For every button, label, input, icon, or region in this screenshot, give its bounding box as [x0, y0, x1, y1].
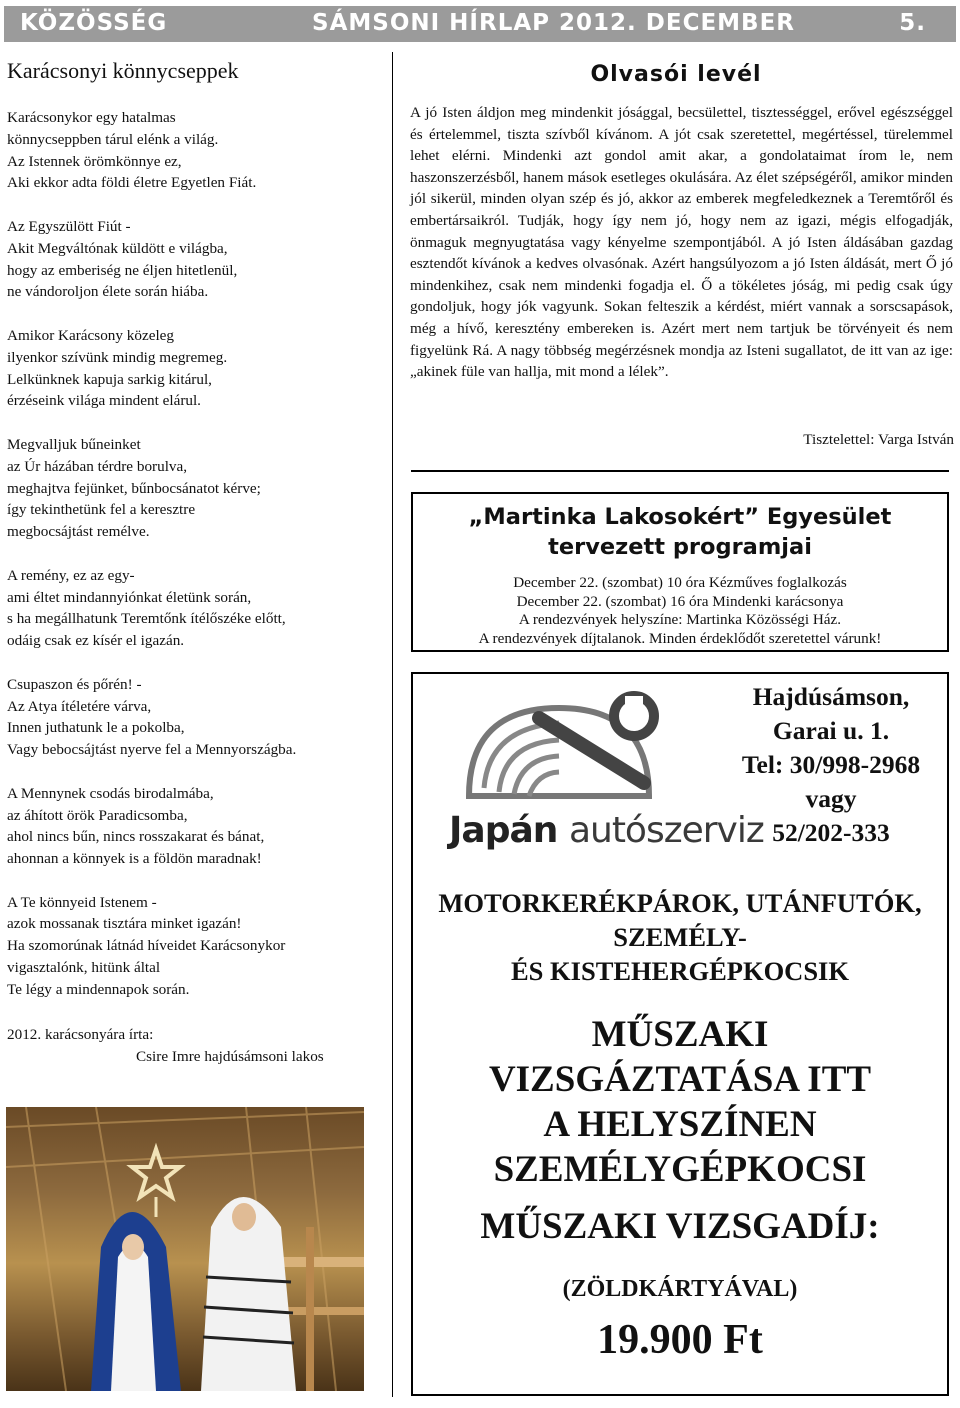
poem-line: A remény, ez az egy-: [7, 566, 135, 584]
japan-autoszerviz-logo: [429, 688, 764, 860]
poem-line: az Úr házában térdre borulva,: [7, 457, 188, 475]
martinka-title: „Martinka Lakosokért” Egyesület: [468, 504, 892, 530]
vehicle-categories: [413, 886, 947, 988]
poem-line: ahonnan a könnyek is a földön maradnak!: [7, 850, 262, 868]
letter-signature: Tisztelettel: Varga István: [803, 431, 954, 448]
poem-stanza: [7, 325, 382, 412]
poem-title: Karácsonyi könnycseppek: [7, 58, 239, 83]
poem-line: meghajtva fejünket, bűnbocsánatot kérve;: [7, 479, 261, 497]
poem-line: megbocsájtást remélve.: [7, 523, 150, 541]
poem-line: vigasztalónk, hitünk által: [7, 959, 161, 977]
poem-line: Lelkünknek kapuja sarkig kitárul,: [7, 370, 212, 388]
poem-line: hogy az emberiség ne éljen hitetlenül,: [7, 261, 238, 279]
martinka-subtitle: tervezett programjai: [548, 534, 812, 560]
poem-stanza: [7, 216, 382, 303]
category-line: ÉS KISTEHERGÉPKOCSIK: [511, 956, 849, 986]
poem-line: ne vándoroljon élete során hiába.: [7, 283, 209, 301]
poem-line: Te légy a mindennapok során.: [7, 980, 190, 998]
martinka-event-line: December 22. (szombat) 16 óra Mindenki karácsonya: [516, 592, 844, 610]
brand-name-part2: autószerviz: [568, 810, 764, 851]
column-divider: [392, 52, 393, 1397]
section-rule: [411, 470, 949, 472]
headline-line: VIZSGÁZTATÁSA ITT: [488, 1059, 872, 1100]
headline-line: SZEMÉLYGÉPKOCSI: [493, 1149, 867, 1190]
address-line: vagy: [805, 784, 857, 813]
martinka-event-line: A rendezvények díjtalanok. Minden érdeklődőt szeretettel várunk!: [478, 629, 882, 647]
poem-line: könnycseppben tárul elénk a világ.: [7, 130, 219, 148]
poem-line: Az Istennek örömkönnye ez,: [7, 152, 182, 170]
address-block: [733, 680, 929, 850]
poem-signature: Csire Imre hajdúsámsoni lakos: [136, 1048, 324, 1065]
poem-stanza: [7, 892, 382, 1001]
poem-line: így tekinthetünk fel a keresztre: [7, 501, 196, 519]
poem-stanza: [7, 434, 382, 543]
poem-line: Innen juthatunk le a pokolba,: [7, 719, 185, 737]
page-number: 5.: [899, 10, 926, 36]
poem-line: azok mossanak tisztára minket igazán!: [7, 915, 242, 933]
poem-line: Akit Megváltónak küldött e világba,: [7, 239, 228, 257]
poem-line: ilyenkor szívünk mindig megremeg.: [7, 348, 228, 366]
publication-label: SÁMSONI HÍRLAP 2012. DECEMBER: [312, 10, 796, 36]
category-line: SZEMÉLY-: [613, 922, 747, 952]
letter-title: Olvasói levél: [590, 62, 762, 87]
poem-line: Csupaszon és pőrén! -: [7, 675, 142, 693]
poem-line: ami éltet mindannyiónkat életünk során,: [7, 588, 252, 606]
poem-line: Amikor Karácsony közeleg: [7, 326, 175, 344]
address-line: Garai u. 1.: [772, 716, 890, 745]
poem-line: Aki ekkor adta földi életre Egyetlen Fiát.: [7, 174, 257, 192]
poem-line: ahol nincs bűn, nincs rosszakarat és bánat,: [7, 828, 265, 846]
price: 19.900 Ft: [597, 1317, 763, 1363]
phone-line: Tel: 30/998-2968: [741, 750, 921, 779]
poem-line: az áhított örök Paradicsomba,: [7, 806, 188, 824]
martinka-event-line: A rendezvények helyszíne: Martinka Közösségi Ház.: [518, 611, 842, 629]
inspection-headline: [413, 1012, 947, 1192]
poem-line: A Te könnyeid Istenem -: [7, 893, 157, 911]
poem-line: Megvalljuk bűneinket: [7, 435, 141, 453]
autoszerviz-advertisement: [411, 672, 949, 1396]
poem-line: Az Atya ítéletére várva,: [7, 697, 152, 715]
brand-name: [449, 810, 764, 851]
martinka-event-list: [413, 574, 947, 648]
poem-dateline: 2012. karácsonyára írta:: [7, 1026, 154, 1043]
poem-line: A Mennynek csodás birodalmába,: [7, 784, 214, 802]
fee-note: (ZÖLDKÁRTYÁVAL): [562, 1276, 798, 1302]
phone-line: 52/202-333: [772, 818, 890, 847]
poem-stanza: [7, 674, 382, 761]
poem-line: Az Egyszülött Fiút -: [7, 217, 131, 235]
poem-line: s ha megállhatunk Teremtőnk ítélőszéke előtt,: [7, 610, 286, 628]
headline-line: A HELYSZÍNEN: [543, 1104, 817, 1145]
poem-line: érzéseink világa mindent elárul.: [7, 392, 201, 410]
letter-body: A jó Isten áldjon meg mindenkit jósággal, becsülettel, tisztességgel, erővel egészséggel és értelemmel, tiszta szívből kívánom. A jót csak szeretettel, megértéssel, türelemmel lehet elérni. Mindenki azt gondol amit akar, a gondolataimat írom le, nem haszonszerzésből, hanem mások esetleges okulására. Az élet szépségéről, amikor minden jól sikerül, minden olyan szép és jó, akkor az emberek megfeledkeznek a Teremtőről és embertársaikról. Tudják, hogy így nem jó, hogy nem az igazi, mégis elfogadják, önmaguk megnyugtatása vagy kényelme szempontjából. A jó Isten áldásában gazdag esztendőt kívánok a kedves olvasónak. Azért hangsúlyozom a jó Isten áldását, mert Ő jó mindenkihez, csak nem mindenki fogadja el. Ő a tökéletes jóság, mi pedig csak úgy gondoljuk, hogy jók vagyunk. Sokan felteszik a kérdést, miért vannak a sorscsapások, még a hívő, keresztény embereken is. Azért mert nem tartjuk be törvényeit és nem figyelünk Rá. A nagy többség megérzésnek mondja az Isteni sugallatot, de itt van az ige: „akinek füle van hallja, mit mond a lélek”.: [410, 104, 953, 381]
poem-line: Ha szomorúnak látnád híveidet Karácsonykor: [7, 937, 286, 955]
headline-line: MŰSZAKI: [591, 1014, 769, 1055]
poem-stanza: [7, 107, 382, 194]
martinka-events-box: [411, 492, 949, 652]
poem-line: Vagy bebocsájtást nyerve fel a Mennyországba.: [7, 741, 297, 759]
martinka-event-line: December 22. (szombat) 10 óra Kézműves foglalkozás: [513, 574, 847, 591]
category-line: MOTORKERÉKPÁROK, UTÁNFUTÓK,: [438, 888, 922, 918]
poem-stanza: [7, 565, 382, 652]
address-line: Hajdúsámson,: [752, 682, 910, 711]
brand-name-part1: Japán: [449, 810, 558, 851]
nativity-scene-icon: [6, 1107, 364, 1391]
section-label: KÖZÖSSÉG: [20, 10, 168, 36]
page-header-bar: [4, 6, 956, 42]
poem-body: [7, 107, 382, 1022]
nativity-scene-photo: [6, 1107, 364, 1391]
poem-line: odáig csak ez kísér el igazán.: [7, 632, 185, 650]
poem-stanza: [7, 783, 382, 870]
fee-label: MŰSZAKI VIZSGADÍJ:: [480, 1206, 880, 1247]
poem-line: Karácsonykor egy hatalmas: [7, 109, 176, 126]
